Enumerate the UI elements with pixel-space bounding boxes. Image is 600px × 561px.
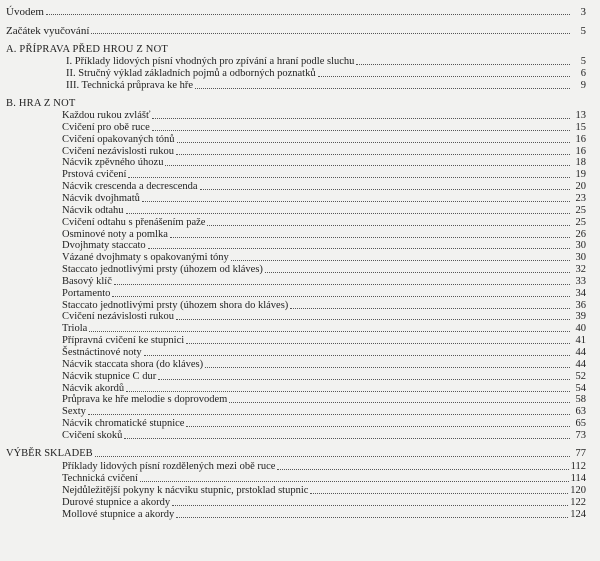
toc-entry-page: 19	[575, 169, 586, 181]
toc-entry-page: 73	[575, 429, 586, 441]
toc-entry	[62, 110, 586, 122]
toc-entry-label: Průprava ke hře melodie s doprovodem	[62, 394, 228, 406]
toc-entry	[62, 205, 586, 217]
toc-entry	[62, 509, 586, 521]
leader-dots	[356, 64, 570, 65]
toc-entry-page: 54	[575, 382, 586, 394]
leader-dots	[170, 237, 570, 238]
toc-entry-page: 25	[575, 204, 586, 216]
toc-entry	[62, 461, 586, 473]
toc-entry-page: 26	[575, 228, 586, 240]
toc-entry-label: Cvičení nezávislosti rukou	[62, 311, 174, 323]
leader-dots	[186, 426, 570, 427]
leader-dots	[176, 319, 570, 320]
leader-dots	[152, 130, 570, 131]
section-c-heading	[6, 448, 586, 460]
toc-entry-page: 34	[575, 287, 586, 299]
toc-entry	[62, 157, 586, 169]
leader-dots	[46, 14, 570, 15]
toc-entry-label: Nácvik akordů	[62, 382, 125, 394]
toc-entry-page: 25	[575, 216, 586, 228]
leader-dots	[205, 367, 570, 368]
toc-entry-label: Durové stupnice a akordy	[62, 496, 171, 508]
leader-dots	[200, 189, 570, 190]
leader-dots	[128, 177, 570, 178]
toc-entry-label: Triola	[62, 323, 88, 335]
toc-entry-page: 16	[575, 133, 586, 145]
toc-entry-label: Nácvik chromatické stupnice	[62, 418, 185, 430]
toc-entry	[66, 80, 586, 92]
toc-entry-page: 20	[575, 181, 586, 193]
toc-entry-label: Prstová cvičení	[62, 169, 127, 181]
leader-dots	[207, 225, 570, 226]
leader-dots	[310, 493, 568, 494]
toc-entry	[62, 335, 586, 347]
toc-entry	[62, 371, 586, 383]
leader-dots	[172, 505, 568, 506]
toc-entry-label: Portamento	[62, 287, 111, 299]
leader-dots	[112, 296, 570, 297]
leader-dots	[140, 481, 569, 482]
section-b-heading: B. HRA Z NOT	[6, 98, 76, 109]
toc-entry	[62, 473, 586, 485]
toc-entry-page: 112	[570, 461, 586, 472]
toc-entry-page: 9	[580, 80, 586, 91]
toc-entry-page: 3	[580, 6, 586, 18]
section-c-title: VÝBĚR SKLADEB	[6, 448, 93, 459]
toc-entry-label: Nejdůležitější pokyny k nácviku stupnic, prstoklad stupnic	[62, 484, 309, 496]
toc-entry	[62, 359, 586, 371]
toc-entry-start	[6, 25, 586, 37]
toc-entry	[62, 323, 586, 335]
toc-entry-label: I. Příklady lidových písní vhodných pro zpívání a hraní podle sluchu	[66, 56, 355, 67]
toc-entry-label: Každou rukou zvlášť	[62, 110, 151, 121]
toc-entry-label: Nácvik zpěvného úhozu	[62, 157, 164, 169]
toc-entry-page: 13	[575, 110, 586, 121]
toc-entry-page: 33	[575, 275, 586, 287]
toc-entry-page: 114	[570, 472, 586, 484]
toc-entry-label: Osminové noty a pomlka	[62, 228, 168, 240]
toc-entry	[62, 497, 586, 509]
toc-entry-label: Nácvik crescenda a decrescenda	[62, 181, 198, 193]
toc-entry	[62, 146, 586, 158]
leader-dots	[126, 391, 570, 392]
toc-entry	[62, 288, 586, 300]
toc-entry-page: 44	[575, 358, 586, 370]
leader-dots	[231, 260, 570, 261]
leader-dots	[195, 88, 570, 89]
toc-entry-page: 30	[575, 240, 586, 252]
toc-entry	[62, 181, 586, 193]
toc-entry	[62, 383, 586, 395]
toc-entry	[62, 418, 586, 430]
leader-dots	[114, 284, 570, 285]
toc-entry-page: 58	[575, 394, 586, 406]
toc-entry	[62, 430, 586, 442]
toc-entry-page: 40	[575, 323, 586, 335]
toc-entry	[62, 217, 586, 229]
toc-entry-label: Cvičení pro obě ruce	[62, 121, 150, 133]
leader-dots	[89, 331, 570, 332]
toc-entry	[62, 276, 586, 288]
toc-entry-page: 30	[575, 252, 586, 264]
leader-dots	[142, 201, 570, 202]
toc-entry-label: Sexty	[62, 406, 86, 418]
toc-entry	[62, 252, 586, 264]
toc-entry	[62, 485, 586, 497]
toc-entry-page: 41	[575, 335, 586, 347]
leader-dots	[124, 438, 570, 439]
leader-dots	[176, 517, 568, 518]
toc-entry-label: Nácvik odtahu	[62, 204, 124, 216]
toc-entry	[62, 264, 586, 276]
toc-entry-label: Začátek vyučování	[6, 25, 90, 37]
toc-entry-page: 6	[580, 68, 586, 79]
toc-entry-page: 120	[570, 484, 586, 496]
leader-dots	[186, 343, 570, 344]
toc-entry-label: Úvodem	[6, 6, 44, 18]
toc-entry-page: 122	[570, 496, 586, 508]
leader-dots	[177, 142, 570, 143]
leader-dots	[95, 456, 570, 457]
leader-dots	[318, 76, 570, 77]
toc-entry-page: 52	[575, 370, 586, 382]
toc-entry-label: Mollové stupnice a akordy	[62, 508, 175, 520]
toc-entry-label: Staccato jednotlivými prsty (úhozem od kláves)	[62, 264, 263, 276]
toc-entry-label: Vázané dvojhmaty s opakovanými tóny	[62, 252, 229, 264]
toc-entry	[62, 300, 586, 312]
toc-entry-page: 32	[575, 264, 586, 276]
leader-dots	[229, 402, 570, 403]
toc-entry	[66, 68, 586, 80]
toc-entry	[62, 193, 586, 205]
toc-entry-label: Cvičení nezávislosti rukou	[62, 145, 174, 157]
toc-entry-label: Cvičení opakovaných tónů	[62, 133, 175, 145]
leader-dots	[88, 414, 570, 415]
leader-dots	[144, 355, 570, 356]
toc-entry-page: 124	[570, 508, 586, 520]
toc-entry-label: Příklady lidových písní rozdělených mezi obě ruce	[62, 461, 276, 472]
toc-entry	[62, 169, 586, 181]
toc-entry-label: Přípravná cvičení ke stupnici	[62, 335, 185, 347]
section-a-heading: A. PŘÍPRAVA PŘED HROU Z NOT	[6, 44, 168, 55]
toc-entry-intro	[6, 6, 586, 18]
toc-entry-page: 44	[575, 347, 586, 358]
toc-entry-page: 39	[575, 311, 586, 323]
toc-entry-label: II. Stručný výklad základních pojmů a odborných poznatků	[66, 68, 316, 79]
leader-dots	[265, 272, 570, 273]
toc-entry	[62, 122, 586, 134]
leader-dots	[176, 154, 570, 155]
toc-entry	[62, 406, 586, 418]
leader-dots	[290, 308, 570, 309]
leader-dots	[126, 213, 570, 214]
toc-entry-page: 5	[580, 56, 586, 67]
toc-entry-page: 16	[575, 145, 586, 157]
toc-entry-label: Technická cvičení	[62, 472, 138, 484]
toc-entry-label: Cvičení skoků	[62, 429, 123, 441]
leader-dots	[152, 118, 570, 119]
toc-entry	[66, 56, 586, 68]
leader-dots	[165, 165, 570, 166]
toc-entry-label: Šestnáctinové noty	[62, 347, 142, 358]
toc-entry	[62, 311, 586, 323]
toc-entry-label: Nácvik dvojhmatů	[62, 192, 140, 204]
leader-dots	[277, 469, 568, 470]
toc-entry-label: Dvojhmaty staccato	[62, 240, 146, 252]
leader-dots	[158, 379, 570, 380]
toc-entry-page: 65	[575, 418, 586, 430]
toc-entry-page: 36	[575, 299, 586, 311]
toc-entry-label: Cvičení odtahu s přenášením paže	[62, 216, 206, 228]
toc-entry-page: 77	[575, 448, 586, 459]
toc-entry	[62, 229, 586, 241]
toc-entry-page: 18	[575, 157, 586, 169]
toc-entry-page: 63	[575, 406, 586, 418]
toc-entry-page: 23	[575, 192, 586, 204]
toc-entry	[62, 134, 586, 146]
toc-entry-label: Nácvik stupnice C dur	[62, 370, 157, 382]
toc-entry-label: Staccato jednotlivými prsty (úhozem shora do kláves)	[62, 299, 289, 311]
toc-entry-page: 15	[575, 121, 586, 133]
toc-entry	[62, 347, 586, 359]
leader-dots	[148, 248, 570, 249]
toc-entry	[62, 240, 586, 252]
toc-entry-label: Nácvik staccata shora (do kláves)	[62, 358, 204, 370]
toc-entry	[62, 394, 586, 406]
leader-dots	[91, 33, 570, 34]
toc-entry-page: 5	[580, 25, 586, 37]
toc-entry-label: Basový klíč	[62, 275, 112, 287]
toc-entry-label: III. Technická průprava ke hře	[66, 80, 194, 91]
